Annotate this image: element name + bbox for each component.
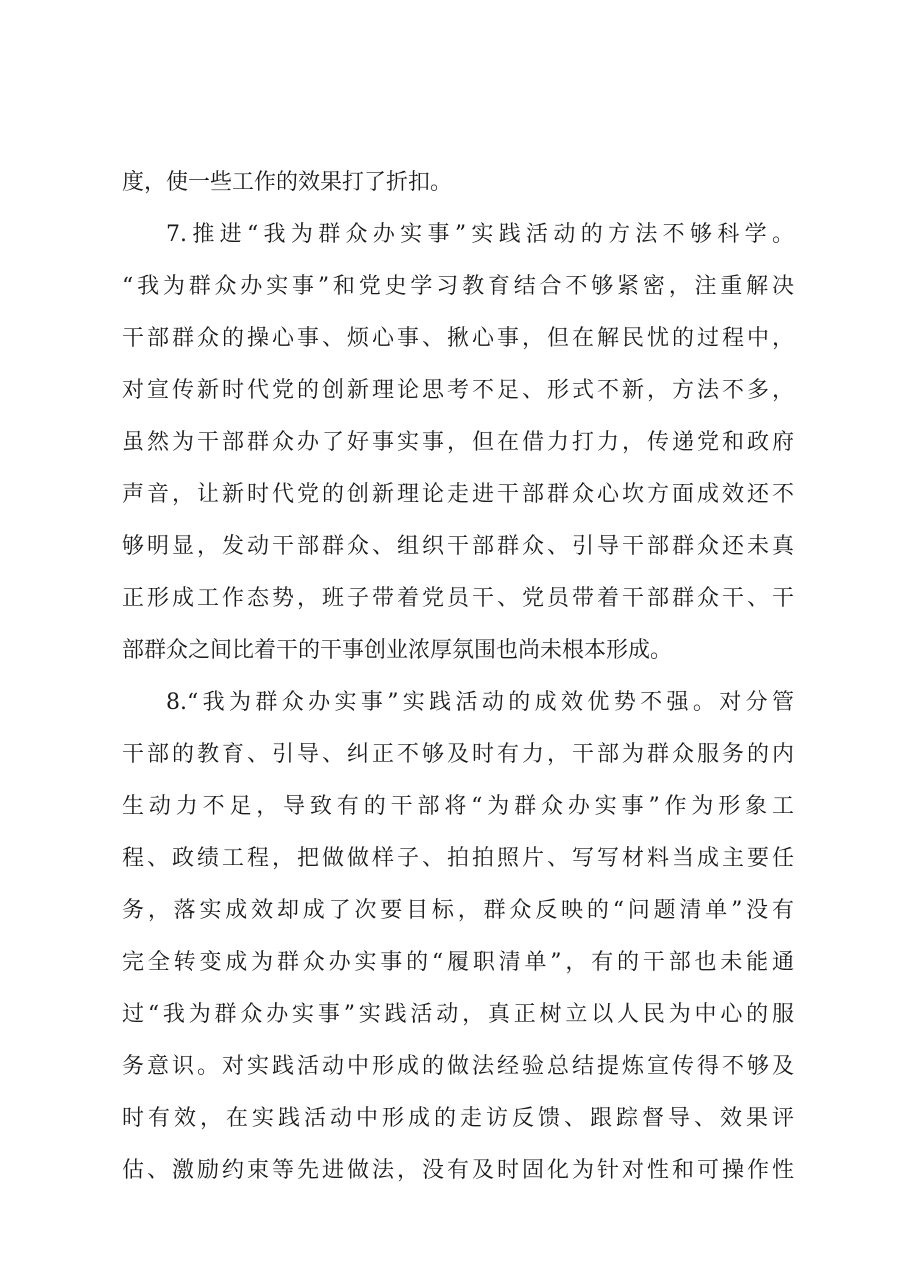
paragraph-7-line-4: 对宣传新时代党的创新理论思考不足、形式不新，方法不多， [122,378,794,403]
paragraph-8-heading-line: 8.“我为群众办实事”实践活动的成效优势不强。对分管 [166,690,794,715]
paragraph-7-line-7: 够明显，发动干部群众、组织干部群众、引导干部群众还未真 [122,534,794,559]
paragraph-7-heading-line: 7.推进“我为群众办实事”实践活动的方法不够科学。 [166,222,794,247]
paragraph-7-line-3: 干部群众的操心事、烦心事、揪心事，但在解民忧的过程中， [122,326,794,351]
paragraph-6-tail-line-1: 度，使一些工作的效果打了折扣。 [122,170,453,195]
paragraph-8-line-10: 估、激励约束等先进做法，没有及时固化为针对性和可操作性 [122,1158,794,1183]
paragraph-8-line-5: 务，落实成效却成了次要目标，群众反映的“问题清单”没有 [122,898,794,923]
paragraph-8-line-7: 过“我为群众办实事”实践活动，真正树立以人民为中心的服 [122,1002,794,1027]
paragraph-7-line-6: 声音，让新时代党的创新理论走进干部群众心坎方面成效还不 [122,482,794,507]
paragraph-8-line-3: 生动力不足，导致有的干部将“为群众办实事”作为形象工 [122,794,794,819]
paragraph-7-line-2: “我为群众办实事”和党史学习教育结合不够紧密，注重解决 [122,274,794,299]
paragraph-8-line-9: 时有效，在实践活动中形成的走访反馈、跟踪督导、效果评 [122,1106,794,1131]
paragraph-7-line-9: 部群众之间比着干的干事创业浓厚氛围也尚未根本形成。 [122,638,673,663]
paragraph-8-line-6: 完全转变成为群众办实事的“履职清单”，有的干部也未能通 [122,950,794,975]
paragraph-7-line-5: 虽然为干部群众办了好事实事，但在借力打力，传递党和政府 [122,430,794,455]
paragraph-8-line-8: 务意识。对实践活动中形成的做法经验总结提炼宣传得不够及 [122,1054,794,1079]
paragraph-8-line-4: 程、政绩工程，把做做样子、拍拍照片、写写材料当成主要任 [122,846,794,871]
paragraph-7-line-8: 正形成工作态势，班子带着党员干、党员带着干部群众干、干 [122,586,794,611]
paragraph-8-line-2: 干部的教育、引导、纠正不够及时有力，干部为群众服务的内 [122,742,794,767]
